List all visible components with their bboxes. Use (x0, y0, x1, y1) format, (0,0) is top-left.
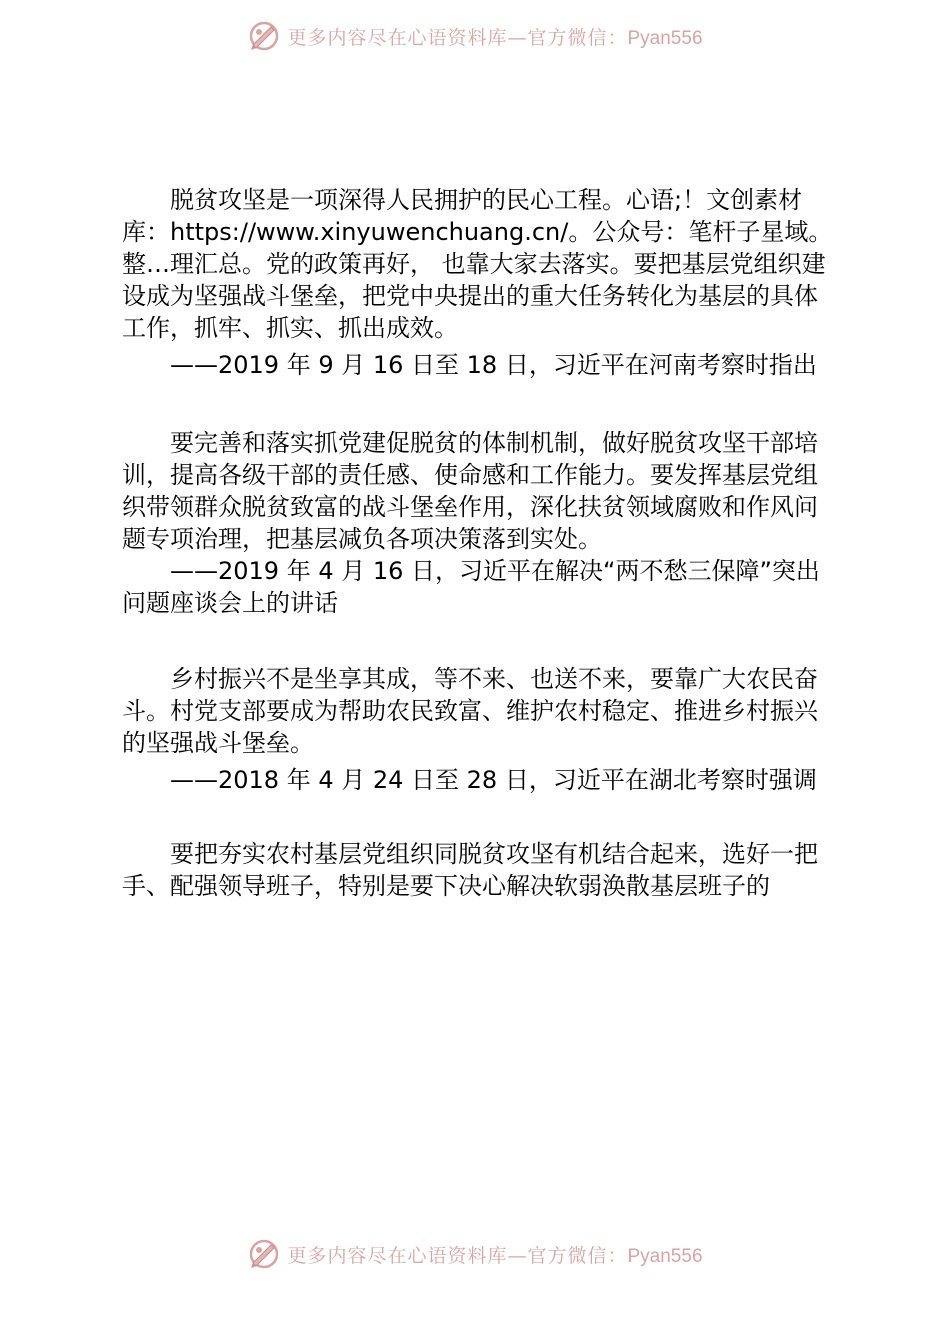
paragraph-1: 脱贫攻坚是一项深得人民拥护的民心工程。心语;！文创素材库：https://www.xinyuwenchuang.cn/。公众号：笔杆子星域。整…理汇总。党的政策再好， 也靠大家去落实。要把基层党组织建设成为坚强战斗堡垒，把党中央提出的重大任务转化为基层的具体工作，抓牢、抓实、抓出成效。 (122, 186, 833, 342)
source-3: ——2018 年 4 月 24 日至 28 日，习近平在湖北考察时强调 (170, 766, 817, 794)
source-2: ——2019 年 4 月 16 日，习近平在解决“两不愁三保障”突出问题座谈会上的讲话 (122, 557, 820, 617)
footer-watermark (0, 1234, 950, 1274)
source-1: ——2019 年 9 月 16 日至 18 日，习近平在河南考察时指出 (170, 351, 817, 379)
watermark-wechat-id: Pyan556 (627, 27, 703, 49)
watermark-text: 更多内容尽在心语资料库—官方微信：Pyan556 (287, 26, 703, 49)
paragraph-2: 要完善和落实抓党建促脱贫的体制机制，做好脱贫攻坚干部培训，提高各级干部的责任感、使命感和工作能力。要发挥基层党组织带领群众脱贫致富的战斗堡垒作用，深化扶贫领域腐败和作风问题专项治理，把基层减负各项决策落到实处。 (122, 429, 818, 553)
pen-circle-logo-icon (247, 19, 281, 53)
watermark-wechat-id: Pyan556 (627, 1245, 703, 1267)
paragraph-4: 要把夯实农村基层党组织同脱贫攻坚有机结合起来，选好一把手、配强领导班子，特别是要下决心解决软弱涣散基层班子的 (122, 840, 818, 900)
document-body (122, 184, 838, 902)
pen-circle-logo-icon (247, 1237, 281, 1271)
header-watermark (0, 16, 950, 56)
watermark-text: 更多内容尽在心语资料库—官方微信：Pyan556 (287, 1244, 703, 1267)
paragraph-3: 乡村振兴不是坐享其成，等不来、也送不来，要靠广大农民奋斗。村党支部要成为帮助农民致富、维护农村稳定、推进乡村振兴的坚强战斗堡垒。 (122, 665, 818, 757)
